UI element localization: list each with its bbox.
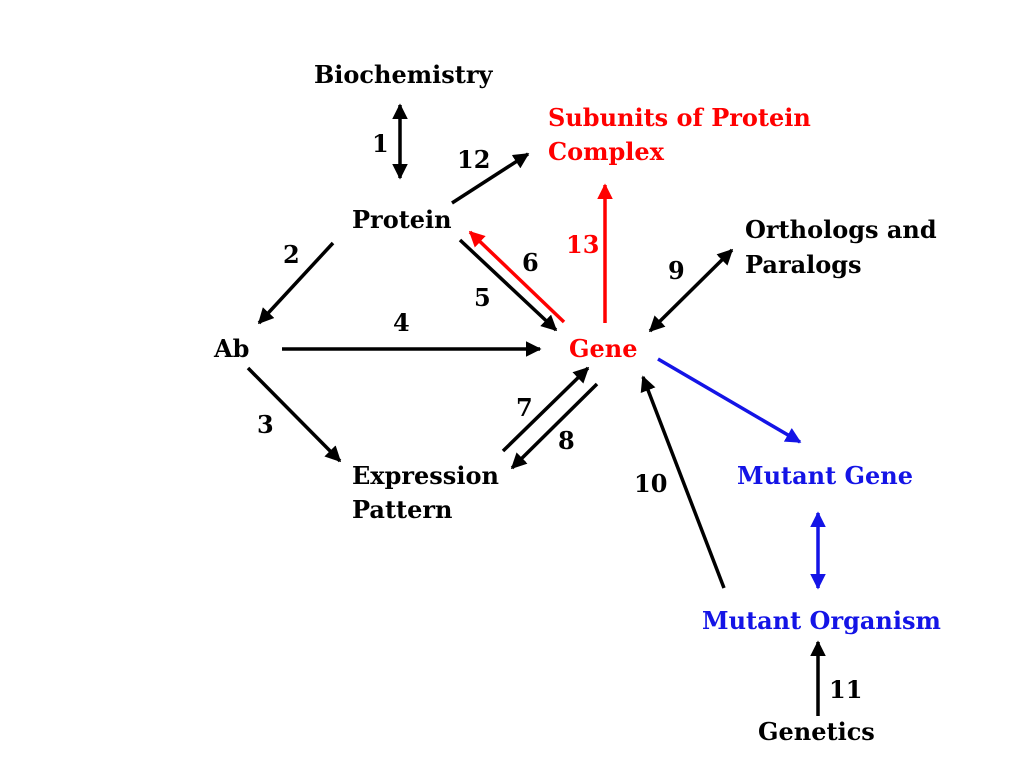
node-subunits-line1: Subunits of Protein xyxy=(548,103,811,132)
arrow-number-12: 12 xyxy=(457,145,491,174)
arrow-number-1: 1 xyxy=(372,129,389,158)
arrow-number-10: 10 xyxy=(634,469,668,498)
node-mutant-organism: Mutant Organism xyxy=(702,606,941,635)
arrow-number-7: 7 xyxy=(516,393,533,422)
arrow-9-gene-orthologs xyxy=(650,250,732,331)
node-protein: Protein xyxy=(352,205,452,234)
arrow-number-8: 8 xyxy=(558,426,575,455)
arrow-number-13: 13 xyxy=(566,230,600,259)
arrow-number-6: 6 xyxy=(522,248,539,277)
node-orthologs-line2: Paralogs xyxy=(745,250,862,279)
node-subunits-line2: Complex xyxy=(548,137,664,166)
arrow-number-5: 5 xyxy=(474,283,491,312)
node-genetics: Genetics xyxy=(758,717,875,746)
node-expression-line1: Expression xyxy=(352,461,499,490)
node-gene: Gene xyxy=(569,334,638,363)
arrow-number-4: 4 xyxy=(393,308,410,337)
arrow-gene-mutant-gene xyxy=(658,359,800,442)
arrow-number-11: 11 xyxy=(829,675,863,704)
arrow-number-9: 9 xyxy=(668,256,685,285)
node-mutant-gene: Mutant Gene xyxy=(737,461,914,490)
node-biochemistry: Biochemistry xyxy=(314,60,493,89)
arrow-number-2: 2 xyxy=(283,240,300,269)
node-orthologs-line1: Orthologs and xyxy=(745,215,937,244)
node-ab: Ab xyxy=(214,334,250,363)
arrow-number-3: 3 xyxy=(257,410,274,439)
node-expression-line2: Pattern xyxy=(352,495,453,524)
